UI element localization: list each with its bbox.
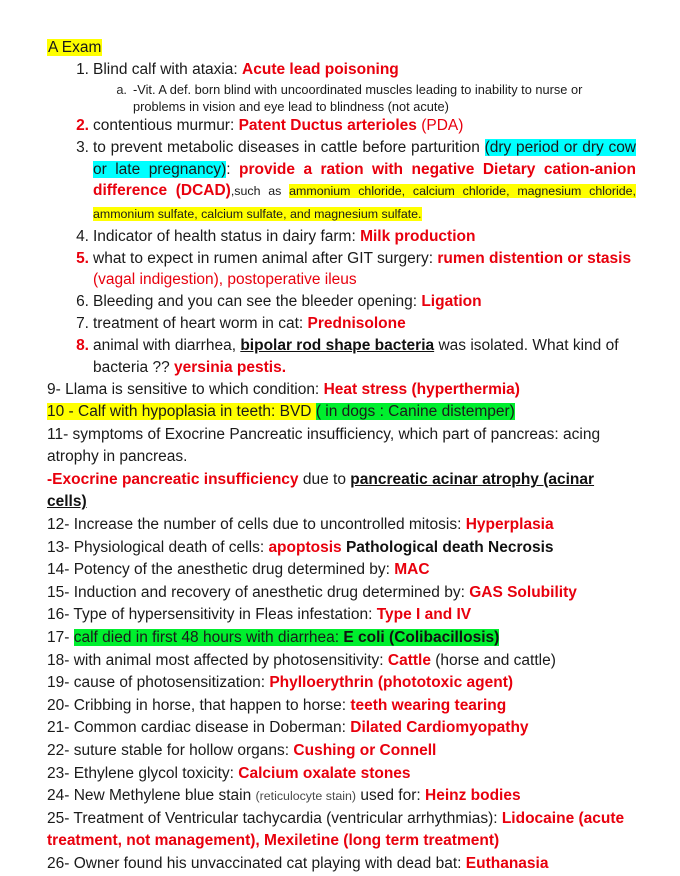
text-run: E coli (Colibacillosis) [343, 629, 500, 647]
text-run: Lidocaine (acute treatment, not management), Mexiletine (long term treatment) [47, 809, 625, 850]
text-run: provide a ration with negative Dietary cation-anion difference (DCAD) [93, 160, 636, 199]
list-item [76, 59, 636, 115]
text-run: Ligation [421, 293, 482, 310]
text-run: 19- cause of photosensitization: [47, 674, 270, 692]
text-run: 24- New Methylene blue stain [47, 787, 256, 805]
text-run: yersinia pestis. [174, 358, 287, 376]
text-run: Blind calf with ataxia: [93, 61, 243, 78]
text-run: 17- [47, 629, 74, 647]
text-run: apoptosis [268, 538, 342, 556]
text-run: to prevent metabolic diseases in cattle before parturition [93, 139, 485, 156]
text-run: Prednisolone [307, 315, 406, 332]
list-item [76, 137, 637, 225]
text-run: (reticulocyte stain) [255, 789, 357, 804]
question-line [47, 401, 636, 424]
list-item-number: 8. [76, 337, 89, 354]
question-line [47, 379, 636, 402]
text-run: 20- Cribbing in horse, that happen to horse: [47, 696, 351, 714]
text-run: was isolated. What kind of bacteria ?? [93, 337, 619, 376]
list-item-body [93, 335, 636, 378]
text-run: : [226, 160, 239, 178]
question-line [47, 740, 636, 763]
text-run: 25- Treatment of Ventricular tachycardia (ventricular arrhythmias): [47, 809, 502, 827]
text-run: (PDA) [421, 117, 464, 134]
question-line [47, 785, 636, 808]
question-line [47, 717, 636, 740]
question-line [47, 559, 636, 582]
question-line [47, 424, 636, 469]
text-run: Type I and IV [376, 606, 472, 624]
text-run: Pathological death Necrosis [345, 538, 554, 556]
text-run: what to expect in rumen animal after GIT surgery: [93, 249, 438, 267]
numbered-question-list [47, 59, 636, 378]
list-item [76, 115, 636, 137]
sub-list-item-body [133, 81, 636, 115]
question-line [47, 582, 636, 605]
text-run: 18- with animal most affected by photosensitivity: [47, 651, 388, 669]
text-run: GAS Solubility [469, 583, 577, 601]
list-item-number: 2. [76, 117, 89, 134]
text-run: bipolar rod shape bacteria [240, 337, 435, 354]
text-run: 11- symptoms of Exocrine Pancreatic insufficiency, which part of pancreas: acing atrophy in pancreas. [47, 425, 601, 466]
list-item-number: 1. [76, 61, 89, 78]
text-run: Bleeding and you can see the bleeder opening: [93, 293, 422, 310]
sub-list-item [116, 81, 636, 115]
text-run: Heat stress (hyperthermia) [323, 380, 520, 398]
page-title-text: A Exam [48, 39, 102, 56]
list-item-number: 6. [76, 293, 89, 310]
text-run: Phylloerythrin (phototoxic agent) [269, 674, 514, 692]
text-run: 10 - Calf with hypoplasia in teeth: BVD [47, 403, 316, 421]
text-run: 14- Potency of the anesthetic drug determined by: [47, 561, 395, 579]
question-line [47, 808, 636, 853]
question-line [47, 627, 636, 650]
text-run: Dilated Cardiomyopathy [350, 719, 529, 737]
list-item-body [93, 248, 636, 291]
text-run: pancreatic acinar atrophy (acinar cells) [47, 470, 595, 511]
question-line [47, 604, 636, 627]
list-item-body [93, 59, 636, 81]
text-run: Cushing or Connell [293, 742, 437, 759]
question-line [47, 469, 636, 514]
question-line [47, 695, 636, 718]
text-run: -Vit. A def. born blind with uncoordinated muscles leading to inability to nurse or problems in vision and eye lead to blindness (not acute) [133, 81, 583, 114]
text-run: 22- suture stable for hollow organs: [47, 742, 294, 759]
list-item [76, 248, 636, 291]
question-line [47, 650, 636, 673]
list-item-body [93, 226, 636, 248]
list-item-number: 5. [76, 249, 89, 267]
text-run: (dry period or dry cow or late pregnancy) [93, 139, 637, 178]
text-run: 12- Increase the number of cells due to uncontrolled mitosis: [47, 516, 466, 534]
text-run: Cattle [387, 651, 431, 669]
text-run: 23- Ethylene glycol toxicity: [47, 764, 239, 782]
text-run: Milk production [360, 227, 476, 245]
list-item-body [93, 115, 636, 137]
list-item-number: 7. [76, 315, 89, 332]
text-run: 9- Llama is sensitive to which condition: [47, 380, 324, 398]
text-run: 26- Owner found his unvaccinated cat playing with dead bat: [47, 854, 466, 872]
text-run: ( in dogs : Canine distemper) [315, 403, 515, 421]
text-run: MAC [394, 561, 430, 579]
list-item [76, 291, 636, 313]
text-run: rumen distention or stasis [437, 249, 632, 267]
list-item [76, 313, 636, 335]
text-run: teeth wearing tearing [350, 696, 507, 714]
list-item [76, 335, 636, 378]
text-run: animal with diarrhea, [93, 337, 241, 354]
text-run: Indicator of health status in dairy farm: [93, 227, 361, 245]
question-line [47, 763, 636, 786]
text-run: used for: [356, 787, 425, 805]
list-item-body [93, 137, 636, 225]
text-run: -Exocrine pancreatic insufficiency [47, 470, 299, 488]
text-run: Acute lead poisoning [242, 61, 399, 78]
question-line [47, 537, 636, 560]
text-run: 16- Type of hypersensitivity in Fleas infestation: [47, 606, 377, 624]
list-item-body [93, 313, 636, 335]
sub-list-item-marker: a. [116, 81, 127, 97]
text-run: (horse and cattle) [430, 651, 556, 669]
sub-list [93, 81, 636, 115]
list-item-body [93, 291, 636, 313]
text-run: Calcium oxalate stones [238, 764, 411, 782]
text-run: contentious murmur: [93, 117, 239, 134]
text-run: 15- Induction and recovery of anesthetic drug determined by: [47, 583, 470, 601]
text-run: treatment of heart worm in cat: [93, 315, 308, 332]
question-line [47, 853, 636, 876]
list-item-number: 4. [76, 227, 89, 245]
text-run: ,such as [230, 184, 290, 198]
text-run: Patent Ductus arterioles [238, 117, 422, 134]
text-run: Heinz bodies [425, 787, 521, 805]
text-run: ammonium chloride, calcium chloride, magnesium chloride, ammonium sulfate, calcium sulfate, and magnesium sulfate. [93, 184, 636, 221]
text-run: (vagal indigestion), postoperative ileus [93, 271, 357, 288]
text-run: calf died in first 48 hours with diarrhea: [73, 629, 344, 647]
text-run: Hyperplasia [465, 516, 554, 534]
text-run: due to [298, 470, 351, 488]
page-title [47, 38, 636, 57]
text-run: 13- Physiological death of cells: [47, 538, 269, 556]
question-line [47, 672, 636, 695]
list-item [76, 226, 636, 248]
flat-question-list [47, 379, 636, 876]
question-line [47, 514, 636, 537]
text-run: Euthanasia [465, 854, 549, 872]
list-item-number: 3. [76, 139, 89, 156]
text-run: 21- Common cardiac disease in Doberman: [47, 719, 351, 737]
